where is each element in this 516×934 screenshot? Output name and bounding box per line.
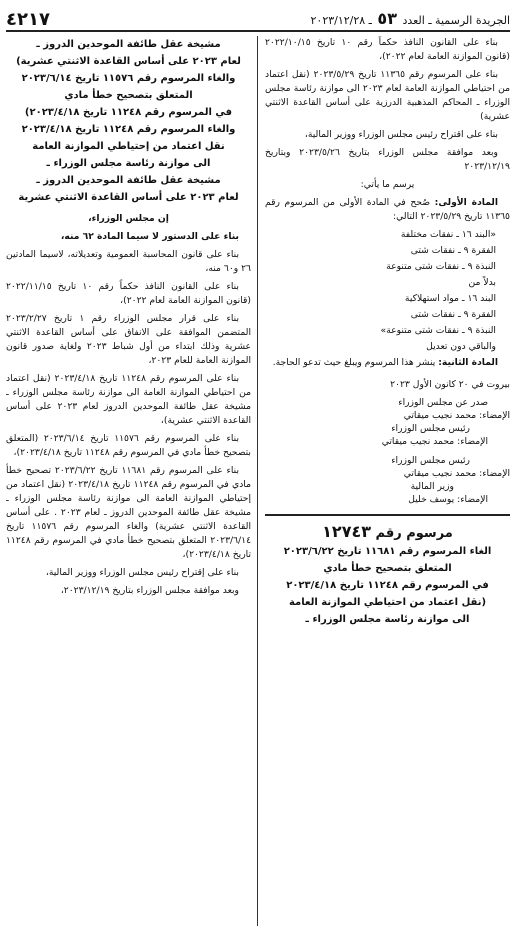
- article-1-text: صُحح في المادة الأولى من المرسوم رقم ١١٣٦٥ تاريخ ٢٠٢٣/٥/٢٩ التالي:: [265, 197, 510, 222]
- decree-number-value: ١٢٧٤٣: [322, 522, 371, 541]
- decree-title-line: المتعلق بتصحيح خطأ مادي: [64, 90, 193, 101]
- paragraph: بناء على المرسوم رقم ١١٣٦٥ تاريخ ٢٠٢٣/٥/٢٩ (نقل اعتماد من احتياطي الموازنة العامة لعام ٢٠٢٣ الى موازنة رئاسة مجلس الوزراء ـ المحاكم المذهبية الدرزية على أساس القاعدة الاثنتي عشرية): [265, 69, 510, 122]
- decree-title-line: الى موازنة رئاسة مجلس الوزراء ـ: [46, 158, 211, 169]
- issue-date: ـ ٢٠٢٣/١٢/٢٨: [310, 14, 372, 27]
- list-item: النبذة ٩ ـ نفقات شتى متنوعة: [386, 261, 496, 272]
- paragraph: وبعد موافقة مجلس الوزراء بتاريخ ٢٠٢٣/٥/٢٦ وبتاريخ ٢٠٢٣/١٢/١٩: [265, 147, 510, 172]
- list-item: «البند ١٦ ـ نفقات مختلفة: [400, 229, 496, 240]
- decree-title-line: في المرسوم رقم ١١٢٤٨ تاريخ ٢٠٢٣/٤/١٨: [286, 580, 489, 591]
- decrees-line: يرسم ما يأتي:: [360, 179, 415, 190]
- paragraph: بناء على قانون المحاسبة العمومية وتعديلاته، لاسيما المادتين ٢٦ و٦٠ منه،: [6, 249, 251, 274]
- decree-label: مرسوم رقم: [375, 526, 453, 541]
- paragraph: بناء على إقتراح رئيس مجلس الوزراء ووزير المالية،: [45, 567, 239, 578]
- paragraph: بناء على القانون النافذ حكماً رقم ١٠ تاريخ ٢٠٢٢/١١/١٥ (قانون الموازنة العامة لعام ٢٠٢٢)،: [6, 281, 251, 306]
- decree-separator: [265, 514, 510, 516]
- signature-line: صدر عن مجلس الوزراء: [398, 397, 488, 408]
- signature-line: رئيس مجلس الوزراء: [391, 455, 470, 466]
- decree-title-line: والغاء المرسوم رقم ١١٥٧٦ تاريخ ٢٠٢٣/٦/١٤: [21, 73, 236, 84]
- article-2: [265, 356, 510, 370]
- list-item: الفقرة ٩ ـ نفقات شتى: [410, 309, 496, 320]
- decree-title-line: مشيخة عقل طائفة الموحدين الدروز ـ: [36, 175, 221, 186]
- article-2-label: المادة الثانية:: [438, 357, 498, 368]
- signature-line: وزير المالية: [410, 481, 454, 492]
- decree-title-line: مشيخة عقل طائفة الموحدين الدروز ـ: [36, 39, 221, 50]
- decree-title-line: (نقل اعتماد من احتياطي الموازنة العامة: [288, 597, 487, 608]
- page-number: ٤٢١٧: [6, 9, 50, 30]
- decree-title-line: المتعلق بتصحيح خطأ مادي: [323, 563, 452, 574]
- decree-title-line: الى موازنة رئاسة مجلس الوزراء ـ: [305, 614, 470, 625]
- decree-title-line: في المرسوم رقم ١١٢٤٨ تاريخ ٢٠٢٣/٤/١٨): [24, 107, 233, 118]
- constitution-line: بناء على الدستور لا سيما المادة ٦٢ منه،: [60, 231, 239, 242]
- decree-number: [265, 522, 510, 541]
- column-divider: [257, 36, 258, 926]
- paragraph: بناء على اقتراح رئيس مجلس الوزراء ووزير المالية،: [304, 129, 498, 140]
- paragraph: بناء على قرار مجلس الوزراء رقم ١ تاريخ ٢٠٢٣/٢/٢٧ المتضمن الموافقة على الانفاق على أساس القاعدة الاثنتي عشرية وذلك ابتداء من أول شباط ٢٠٢٣ ولغاية صدور قانون الموازنة العامة للعام ٢٠٢٣،: [6, 313, 251, 366]
- issue-number: ٥٣: [377, 9, 397, 28]
- rest-line: والباقي دون تعديل: [426, 341, 496, 352]
- decree-title-line: لعام ٢٠٢٣ على أساس القاعدة الاثنتي عشرية: [18, 192, 239, 203]
- right-column: [265, 36, 510, 926]
- article-1-label: المادة الأولى:: [434, 197, 499, 208]
- decree-title-line: لعام ٢٠٢٣ على أساس القاعدة الاثنتي عشرية): [16, 56, 241, 67]
- list-item: البند ١٦ ـ مواد استهلاكية: [404, 293, 496, 304]
- paragraph: بناء على المرسوم رقم ١١٦٨١ تاريخ ٢٠٢٣/٦/٢٢ تصحيح خطأ مادي في المرسوم رقم ١١٢٤٨ تاريخ ٢٠٢٣/٤/١٨ (نقل اعتماد من إحتياطي الموازنة العامة الى موازنة رئاسة مجلس الوزراء ـ مشيخة عقل طائفة الموحدين الدروز ـ لعام ٢٠٢٣ . على أساس القاعدة الاثنتي عشرية) والغاء المرسوم رقم ١١٥٧٦ تاريخ ٢٠٢٣/٦/١٤ المتعلق بتصحيح خطأ مادي في المرسوم رقم ١١٢٤٨ تاريخ ٢٠٢٣/٤/١٨)،: [6, 465, 251, 560]
- left-column: [6, 36, 251, 926]
- decree-title-line: والغاء المرسوم رقم ١١٢٤٨ تاريخ ٢٠٢٣/٤/١٨: [21, 124, 236, 135]
- council-line: إن مجلس الوزراء،: [88, 213, 169, 224]
- signature-line: الإمضاء: يوسف خليل: [408, 494, 488, 505]
- signature-block: [265, 396, 510, 506]
- signature-line: الإمضاء: محمد نجيب ميقاتي: [403, 468, 510, 479]
- article-1: [265, 196, 510, 224]
- list-item: الفقرة ٩ ـ نفقات شتى: [410, 245, 496, 256]
- place-date: بيروت في ٢٠ كانون الأول ٢٠٢٣: [390, 379, 510, 390]
- article-2-text: ينشر هذا المرسوم ويبلغ حيث تدعو الحاجة.: [272, 357, 436, 368]
- paragraph: وبعد موافقة مجلس الوزراء بتاريخ ٢٠٢٣/١٢/١٩،: [60, 585, 239, 596]
- decree-title-line: الغاء المرسوم رقم ١١٦٨١ تاريخ ٢٠٢٣/٦/٢٢: [283, 546, 492, 557]
- paragraph: بناء على المرسوم رقم ١١٥٧٦ تاريخ ٢٠٢٣/٦/١٤ (المتعلق بتصحيح خطأ مادي في المرسوم رقم ١١٢٤٨ تاريخ ٢٠٢٣/٤/١٨)،: [6, 433, 251, 458]
- signature-line: رئيس مجلس الوزراء: [391, 423, 470, 434]
- signature-line: الإمضاء: محمد نجيب ميقاتي: [403, 410, 510, 421]
- signature-line: الإمضاء: محمد نجيب ميقاتي: [381, 436, 488, 447]
- page-header: [6, 6, 510, 32]
- list-item: النبذة ٩ ـ نفقات شتى متنوعة»: [380, 325, 496, 336]
- paragraph: بناء على المرسوم رقم ١١٢٤٨ تاريخ ٢٠٢٣/٤/١٨ (نقل اعتماد من احتياطي الموازنة العامة الى موازنة رئاسة مجلس الوزراء ـ مشيخة عقل طائفة الموحدين الدروز لعام ٢٠٢٣ على أساس القاعدة الاثنتي عشرية)،: [6, 373, 251, 426]
- header-gazette-info: [311, 9, 511, 30]
- paragraph: بناء على القانون النافذ حكماً رقم ١٠ تاريخ ٢٠٢٢/١٠/١٥ (قانون الموازنة العامة لعام ٢٠٢٢)،: [265, 37, 510, 62]
- gazette-name: الجريدة الرسمية ـ العدد: [402, 14, 510, 27]
- instead-line: بدلاً من: [468, 277, 496, 288]
- decree-title-line: نقل اعتماد من إحتياطي الموازنة العامة: [32, 141, 225, 152]
